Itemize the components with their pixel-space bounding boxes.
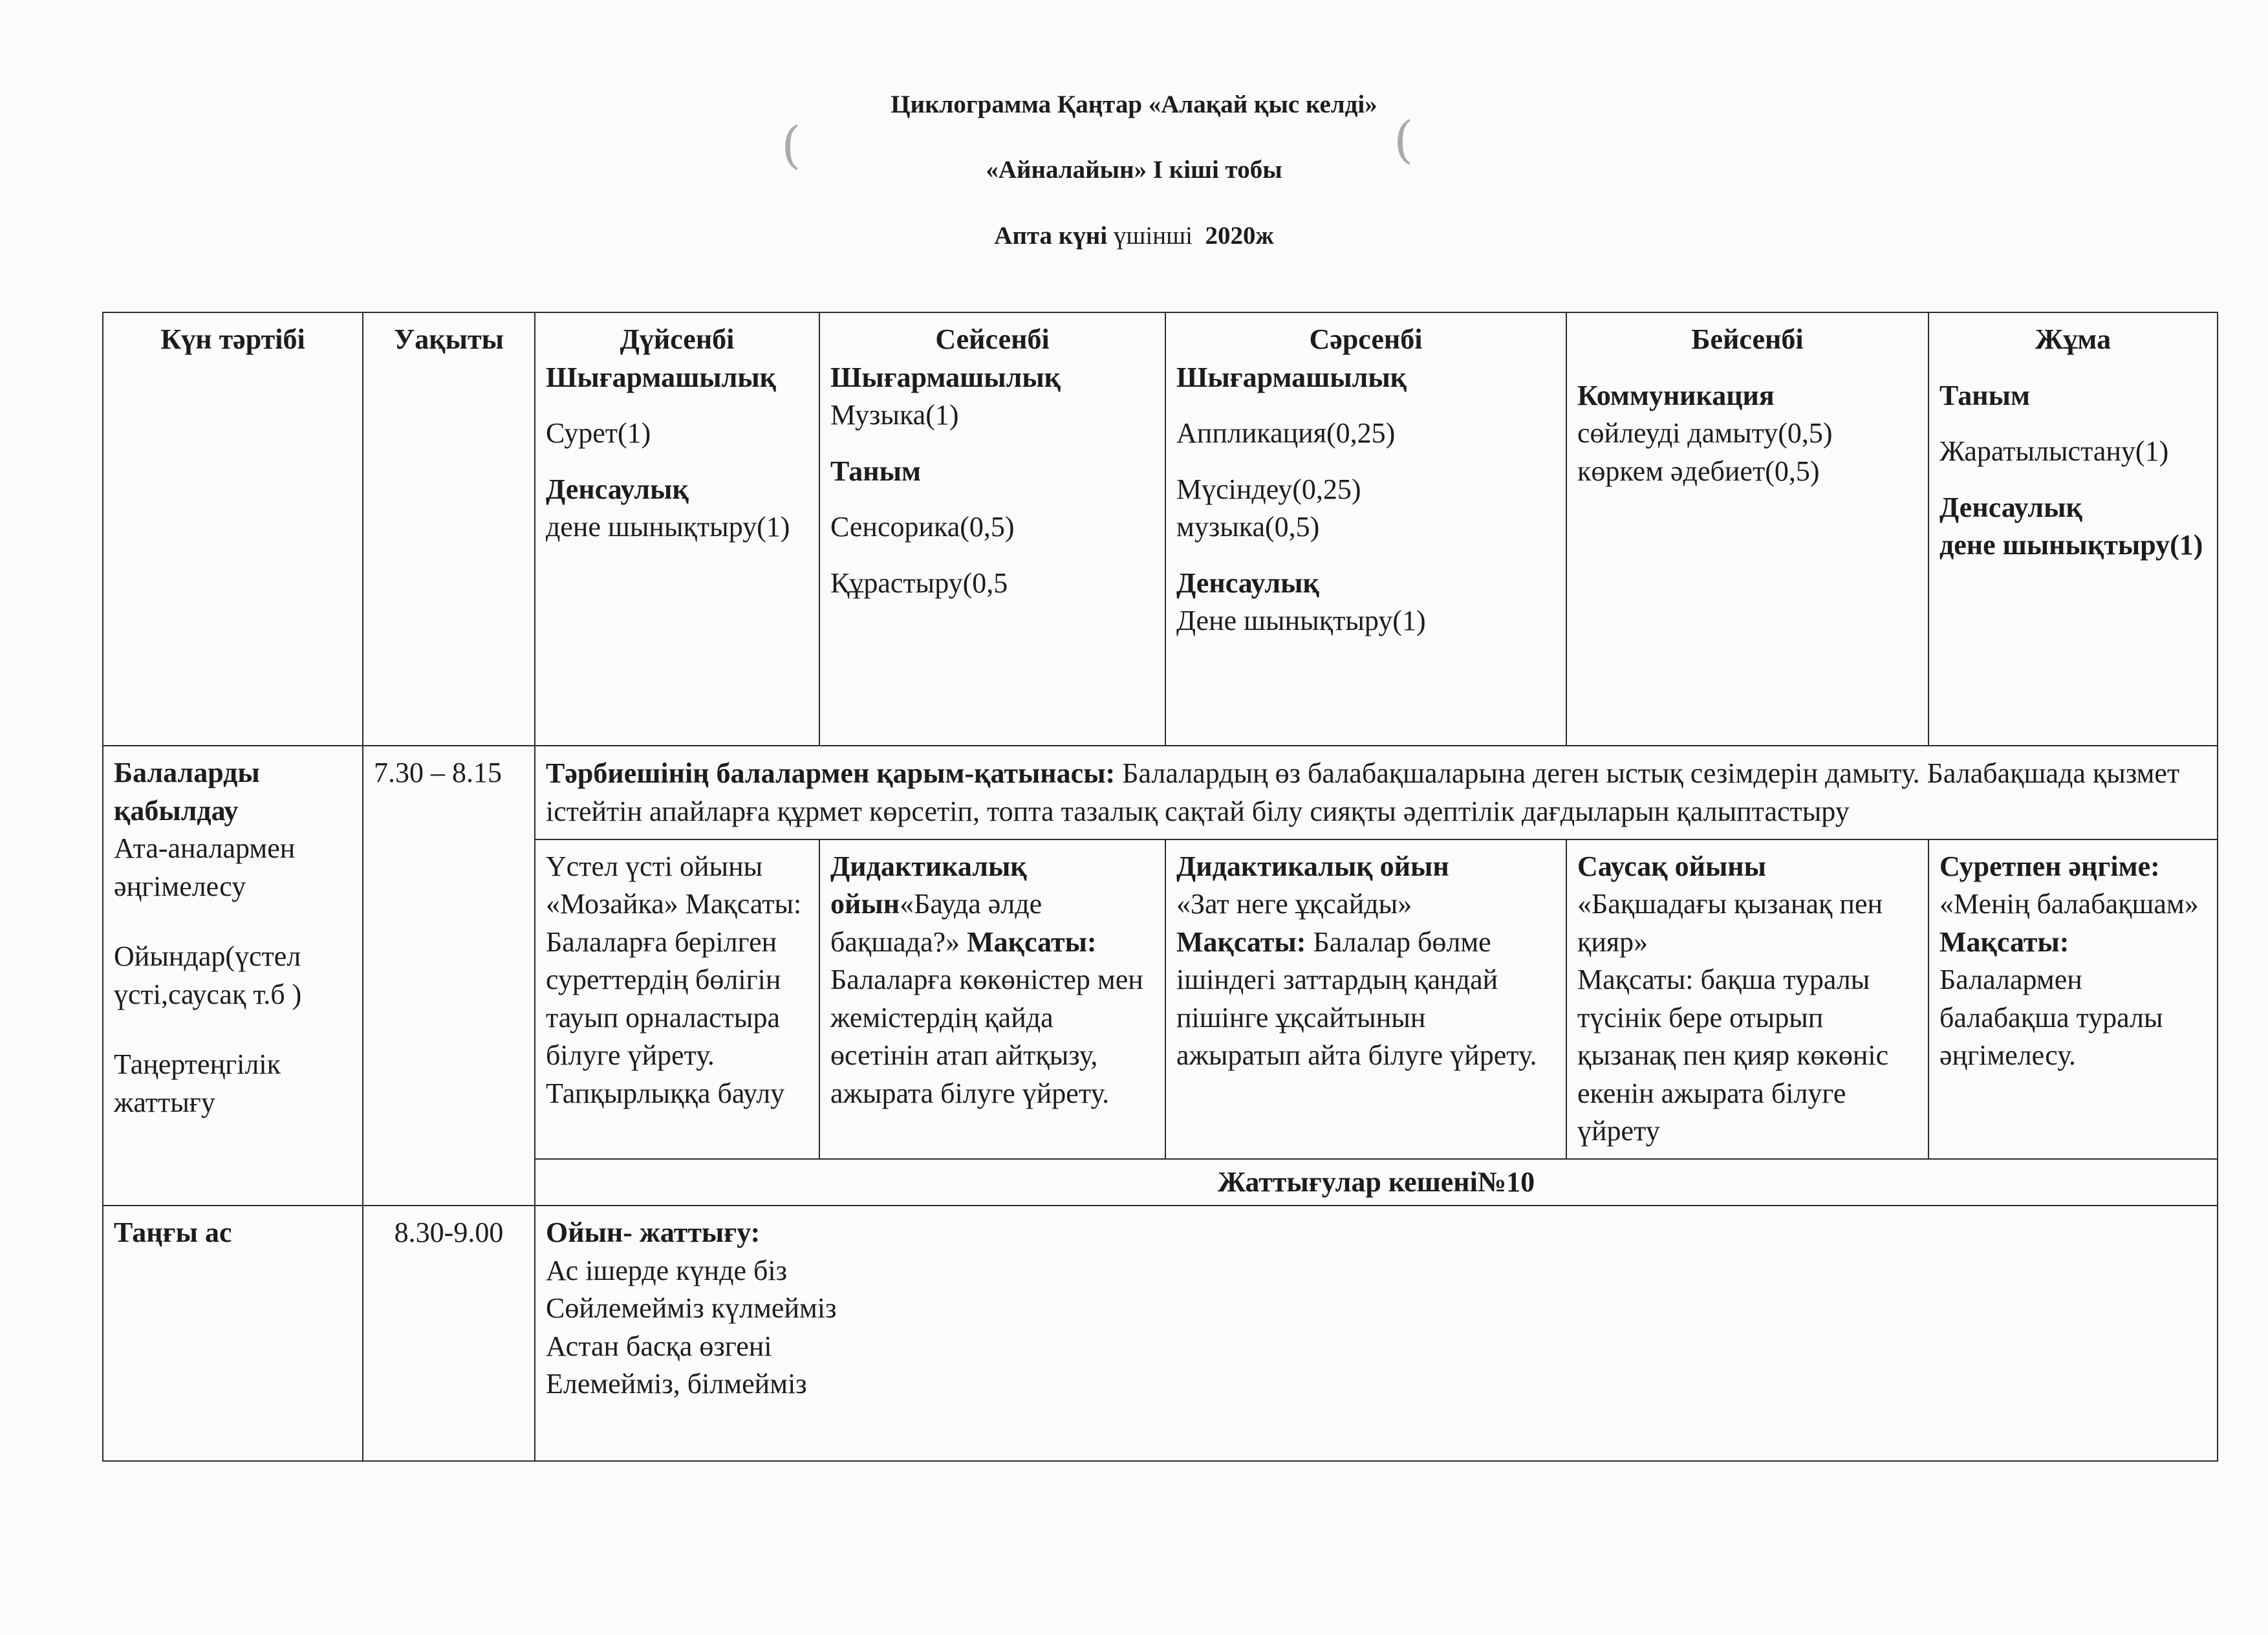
reception-tue-title: «Бауда әлде бақшада?»	[830, 888, 1042, 958]
reception-fri-title: «Менің балабақшам»	[1939, 888, 2199, 920]
reception-fri-goal: Балалармен балабақша туралы әңгімелесу.	[1939, 964, 2163, 1072]
friday-name: Жұма	[2035, 323, 2111, 355]
breakfast-game-label: Ойын- жаттығу:	[546, 1217, 761, 1249]
thursday-subj2: көркем әдебиет(0,5)	[1577, 455, 1820, 487]
monday-cell	[535, 312, 819, 746]
tuesday-subj3: Құрастыру(0,5	[830, 567, 1008, 599]
reception-thu-title: «Бақшадағы қызанақ пен қияр»	[1577, 888, 1883, 958]
wednesday-subj4: Дене шынықтыру(1)	[1176, 605, 1426, 637]
reception-fri	[1928, 839, 2218, 1159]
thursday-name: Бейсенбі	[1691, 323, 1804, 355]
reception-wed	[1165, 839, 1566, 1159]
reception-thu-goal: Мақсаты: бақша туралы түсінік бере отырып қызанақ пен қияр көкөніс екенін ажырата білуге үйрету	[1577, 964, 1889, 1147]
breakfast-content	[535, 1206, 2218, 1461]
monday-area2: Денсаулық	[546, 473, 689, 505]
year: 2020ж	[1205, 222, 1274, 250]
tuesday-subj1: Музыка(1)	[830, 399, 959, 431]
reception-sub1: Ата-аналармен әңгімелесу	[114, 832, 296, 902]
wednesday-area1: Шығармашылық	[1176, 361, 1407, 393]
reception-wed-title: «Зат неге ұқсайды»	[1176, 888, 1412, 920]
tuesday-subj2: Сенсорика(0,5)	[830, 511, 1015, 543]
reception-time: 7.30 – 8.15	[363, 746, 535, 1206]
reception-tue	[819, 839, 1165, 1159]
thursday-subj1: сөйлеуді дамыту(0,5)	[1577, 417, 1833, 449]
friday-area2: Денсаулық	[1939, 491, 2082, 523]
reception-title: Балаларды қабылдау	[114, 757, 260, 827]
scan-mark: (	[781, 116, 801, 175]
tuesday-area2: Таным	[830, 455, 921, 487]
wednesday-subj1: Аппликация(0,25)	[1176, 417, 1396, 449]
reception-sub2: Ойындар(үстел үсті,саусақ т.б )	[114, 940, 302, 1010]
tuesday-cell	[819, 312, 1165, 746]
time-header: Уақыты	[363, 312, 535, 746]
reception-wed-goal: Балалар бөлме ішіндегі заттардың қандай пішінге ұқсайтынын ажыратып айта білуге үйрету.	[1176, 926, 1537, 1072]
reception-mon: Үстел үсті ойыны «Мозайка» Мақсаты: Балаларға берілген суреттердің бөлігін тауып орналастыра білуге үйрету. Тапқырлыққа баулу	[535, 839, 819, 1159]
monday-name: Дүйсенбі	[620, 323, 735, 355]
group-name: «Айналайын» І кіші тобы	[986, 156, 1282, 184]
tuesday-area1: Шығармашылық	[830, 361, 1061, 393]
routine-header: Күн тәртібі	[103, 312, 363, 746]
reception-wed-goal-label: Мақсаты:	[1176, 926, 1306, 958]
breakfast-line: Ас ішерде күнде біз	[546, 1254, 788, 1286]
friday-cell	[1928, 312, 2218, 746]
wednesday-subj3: музыка(0,5)	[1176, 511, 1320, 543]
reception-thu	[1566, 839, 1928, 1159]
reception-tue-goal: Балаларға көкөністер мен жемістердің қайда өсетінін атап айтқызу, ажырата білуге үйрету.	[830, 964, 1143, 1109]
monday-area1: Шығармашылық	[546, 361, 777, 393]
week-day: үшінші	[1113, 222, 1193, 250]
friday-area1: Таным	[1939, 379, 2030, 411]
wednesday-cell	[1165, 312, 1566, 746]
exercises-label: Жаттығулар кешені№10	[535, 1159, 2218, 1206]
breakfast-title: Таңғы ас	[103, 1206, 363, 1461]
thursday-cell	[1566, 312, 1928, 746]
reception-comm-row	[103, 746, 2218, 839]
monday-subj1: Сурет(1)	[546, 417, 651, 449]
reception-title-cell	[103, 746, 363, 1206]
tuesday-name: Сейсенбі	[935, 323, 1050, 355]
breakfast-time: 8.30-9.00	[363, 1206, 535, 1461]
reception-fri-goal-label: Мақсаты:	[1939, 926, 2069, 958]
reception-comm-label: Тәрбиешінің балалармен қарым-қатынасы:	[546, 757, 1116, 789]
breakfast-line: Елемейміз, білмейміз	[546, 1368, 807, 1400]
reception-tue-label: Дидактикалық ойын	[830, 850, 1027, 920]
header-row	[103, 312, 2218, 746]
reception-sub3: Таңертеңгілік жаттығу	[114, 1048, 281, 1118]
breakfast-line: Сөйлемейміз күлмейміз	[546, 1292, 837, 1325]
page-title: Циклограмма Қаңтар «Алақай қыс келді»	[891, 91, 1377, 118]
reception-wed-label: Дидактикалық ойын	[1176, 850, 1449, 882]
reception-comm-text: Балалардың өз балабақшаларына деген ыстық сезімдерін дамыту. Балабақшада қызмет істейтін апайларға құрмет көрсетіп, топта тазалық сақтай білу сияқты әдептілік дағдыларын қалыптастыру	[546, 757, 2180, 828]
wednesday-subj2: Мүсіндеу(0,25)	[1176, 473, 1361, 505]
friday-subj2: дене шынықтыру(1)	[1939, 529, 2203, 561]
thursday-area1: Коммуникация	[1577, 379, 1775, 411]
friday-subj1: Жаратылыстану(1)	[1939, 435, 2169, 468]
week-prefix: Апта күні	[994, 222, 1108, 250]
reception-fri-label: Суретпен әңгіме:	[1939, 850, 2160, 882]
breakfast-row	[103, 1206, 2218, 1461]
schedule-table	[102, 312, 2218, 1462]
monday-subj2: дене шынықтыру(1)	[546, 511, 790, 543]
wednesday-area2: Денсаулық	[1176, 567, 1319, 599]
scan-mark: (	[1394, 111, 1414, 169]
week-day-line	[0, 223, 2268, 248]
reception-tue-goal-label: Мақсаты:	[967, 926, 1097, 958]
breakfast-line: Астан басқа өзгені	[546, 1330, 772, 1362]
wednesday-name: Сәрсенбі	[1309, 323, 1423, 355]
reception-thu-label: Саусақ ойыны	[1577, 850, 1767, 882]
reception-comm-cell	[535, 746, 2218, 839]
